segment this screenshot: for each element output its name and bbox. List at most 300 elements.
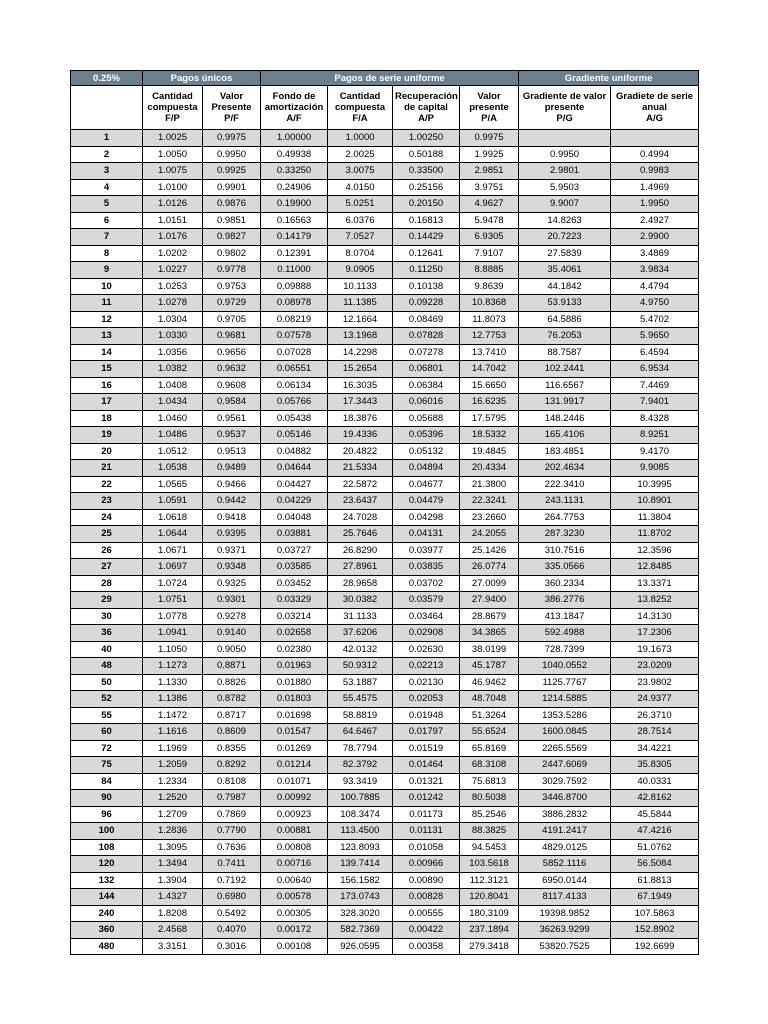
cell-af: 0.01071 bbox=[261, 773, 328, 790]
cell-fp: 1.0253 bbox=[143, 278, 203, 295]
cell-af: 0.03727 bbox=[261, 542, 328, 559]
cell-n: 132 bbox=[71, 872, 143, 889]
cell-af: 0.00578 bbox=[261, 889, 328, 906]
cell-pa: 65.8169 bbox=[460, 740, 519, 757]
cell-pf: 0.8782 bbox=[203, 691, 261, 708]
cell-pa: 20.4334 bbox=[460, 460, 519, 477]
cell-pa: 22.3241 bbox=[460, 493, 519, 510]
cell-fa: 82.3792 bbox=[328, 757, 393, 774]
cell-af: 0.01880 bbox=[261, 674, 328, 691]
cell-fp: 1.2334 bbox=[143, 773, 203, 790]
cell-pf: 0.9632 bbox=[203, 361, 261, 378]
cell-pg: 5852.1116 bbox=[519, 856, 611, 873]
cell-pf: 0.8108 bbox=[203, 773, 261, 790]
cell-pg: 3446.8700 bbox=[519, 790, 611, 807]
cell-pg: 287.3230 bbox=[519, 526, 611, 543]
cell-ap: 0.04479 bbox=[393, 493, 460, 510]
cell-fa: 17.3443 bbox=[328, 394, 393, 411]
table-row bbox=[71, 526, 699, 543]
table-row bbox=[71, 806, 699, 823]
cell-af: 0.04229 bbox=[261, 493, 328, 510]
column-header-pf bbox=[203, 86, 261, 130]
column-header-line: P/G bbox=[556, 113, 573, 124]
cell-ag: 47.4216 bbox=[611, 823, 699, 840]
cell-n: 17 bbox=[71, 394, 143, 411]
cell-af: 0.09888 bbox=[261, 278, 328, 295]
table-header bbox=[71, 71, 699, 130]
cell-pa: 23.2660 bbox=[460, 509, 519, 526]
cell-pa: 14.7042 bbox=[460, 361, 519, 378]
cell-fp: 1.0751 bbox=[143, 592, 203, 609]
cell-pa: 18.5332 bbox=[460, 427, 519, 444]
cell-ag: 56.5084 bbox=[611, 856, 699, 873]
table-row bbox=[71, 344, 699, 361]
cell-fa: 28.9658 bbox=[328, 575, 393, 592]
cell-fp: 1.2836 bbox=[143, 823, 203, 840]
table-row bbox=[71, 724, 699, 741]
cell-pg: 14.8263 bbox=[519, 212, 611, 229]
cell-ag: 7.4469 bbox=[611, 377, 699, 394]
cell-ap: 0.00422 bbox=[393, 922, 460, 939]
cell-pg: 202.4634 bbox=[519, 460, 611, 477]
cell-pf: 0.5492 bbox=[203, 905, 261, 922]
cell-pg: 413.1847 bbox=[519, 608, 611, 625]
cell-af: 0.02380 bbox=[261, 641, 328, 658]
cell-pg: 1040.0552 bbox=[519, 658, 611, 675]
column-header-pa bbox=[460, 86, 519, 130]
cell-n: 3 bbox=[71, 163, 143, 180]
cell-pa: 6.9305 bbox=[460, 229, 519, 246]
cell-pf: 0.9729 bbox=[203, 295, 261, 312]
cell-pg: 3029.7592 bbox=[519, 773, 611, 790]
interest-factor-table-page bbox=[70, 70, 698, 955]
cell-af: 0.00992 bbox=[261, 790, 328, 807]
cell-fp: 1.0100 bbox=[143, 179, 203, 196]
cell-fa: 55.4575 bbox=[328, 691, 393, 708]
cell-ag: 42.8162 bbox=[611, 790, 699, 807]
cell-ag: 19.1673 bbox=[611, 641, 699, 658]
cell-pa: 80.5038 bbox=[460, 790, 519, 807]
cell-fa: 31.1133 bbox=[328, 608, 393, 625]
cell-fa: 6.0376 bbox=[328, 212, 393, 229]
cell-pa: 27.9400 bbox=[460, 592, 519, 609]
cell-pf: 0.9537 bbox=[203, 427, 261, 444]
cell-fa: 123.8093 bbox=[328, 839, 393, 856]
cell-af: 0.05146 bbox=[261, 427, 328, 444]
cell-ag: 8.9251 bbox=[611, 427, 699, 444]
cell-pa: 180.3109 bbox=[460, 905, 519, 922]
cell-pf: 0.9513 bbox=[203, 443, 261, 460]
cell-ag: 0.9983 bbox=[611, 163, 699, 180]
cell-pg: 36263.9299 bbox=[519, 922, 611, 939]
table-row bbox=[71, 823, 699, 840]
cell-af: 0.12391 bbox=[261, 245, 328, 262]
cell-pa: 38.0199 bbox=[460, 641, 519, 658]
cell-pg: 53.9133 bbox=[519, 295, 611, 312]
cell-pf: 0.4070 bbox=[203, 922, 261, 939]
cell-n: 9 bbox=[71, 262, 143, 279]
cell-ap: 0.01321 bbox=[393, 773, 460, 790]
cell-ap: 0.06801 bbox=[393, 361, 460, 378]
cell-fp: 2.4568 bbox=[143, 922, 203, 939]
cell-pf: 0.9561 bbox=[203, 410, 261, 427]
table-row bbox=[71, 262, 699, 279]
cell-fp: 1.0778 bbox=[143, 608, 203, 625]
cell-fa: 173.0743 bbox=[328, 889, 393, 906]
cell-ag: 67.1949 bbox=[611, 889, 699, 906]
cell-fp: 1.0278 bbox=[143, 295, 203, 312]
cell-pf: 0.9442 bbox=[203, 493, 261, 510]
column-header-line: de capital bbox=[404, 102, 448, 113]
cell-ap: 0.03835 bbox=[393, 559, 460, 576]
cell-pf: 0.9301 bbox=[203, 592, 261, 609]
cell-fa: 26.8290 bbox=[328, 542, 393, 559]
cell-ag: 11.3804 bbox=[611, 509, 699, 526]
cell-ag: 0.4994 bbox=[611, 146, 699, 163]
table-row bbox=[71, 377, 699, 394]
cell-ag: 2.4927 bbox=[611, 212, 699, 229]
cell-pf: 0.9418 bbox=[203, 509, 261, 526]
column-header-line: A/P bbox=[418, 113, 434, 124]
cell-ag: 3.9834 bbox=[611, 262, 699, 279]
cell-ag: 26.3710 bbox=[611, 707, 699, 724]
cell-ap: 0.01242 bbox=[393, 790, 460, 807]
column-header-af bbox=[261, 86, 328, 130]
cell-ag: 107.5863 bbox=[611, 905, 699, 922]
cell-n: 240 bbox=[71, 905, 143, 922]
cell-af: 0.07578 bbox=[261, 328, 328, 345]
cell-pg: 243.1131 bbox=[519, 493, 611, 510]
cell-pf: 0.8717 bbox=[203, 707, 261, 724]
cell-pa: 8.8885 bbox=[460, 262, 519, 279]
cell-ap: 0.02908 bbox=[393, 625, 460, 642]
cell-pa: 112.3121 bbox=[460, 872, 519, 889]
cell-pf: 0.8292 bbox=[203, 757, 261, 774]
cell-n: 1 bbox=[71, 130, 143, 147]
table-row bbox=[71, 130, 699, 147]
cell-ap: 0.33500 bbox=[393, 163, 460, 180]
cell-fa: 100.7885 bbox=[328, 790, 393, 807]
cell-pg: 335.0566 bbox=[519, 559, 611, 576]
group-header-uniform: Pagos de serie uniforme bbox=[261, 71, 519, 86]
cell-af: 0.05438 bbox=[261, 410, 328, 427]
group-header-single: Pagos únicos bbox=[143, 71, 261, 86]
cell-n: 360 bbox=[71, 922, 143, 939]
column-header-line: P/A bbox=[481, 113, 497, 124]
cell-ag: 2.9900 bbox=[611, 229, 699, 246]
cell-fp: 1.2520 bbox=[143, 790, 203, 807]
cell-ag: 61.8813 bbox=[611, 872, 699, 889]
table-row bbox=[71, 476, 699, 493]
cell-pa: 28.8679 bbox=[460, 608, 519, 625]
cell-ap: 0.00890 bbox=[393, 872, 460, 889]
table-row bbox=[71, 691, 699, 708]
column-header-line: Cantidad bbox=[152, 91, 193, 102]
cell-pf: 0.9681 bbox=[203, 328, 261, 345]
cell-pa: 19.4845 bbox=[460, 443, 519, 460]
cell-pg: 1353.5286 bbox=[519, 707, 611, 724]
cell-n: 72 bbox=[71, 740, 143, 757]
table-row bbox=[71, 278, 699, 295]
cell-ag: 4.9750 bbox=[611, 295, 699, 312]
cell-ap: 0.05396 bbox=[393, 427, 460, 444]
cell-ap: 0.50188 bbox=[393, 146, 460, 163]
cell-pf: 0.9851 bbox=[203, 212, 261, 229]
table-row bbox=[71, 163, 699, 180]
cell-fp: 3.3151 bbox=[143, 938, 203, 955]
cell-n: 12 bbox=[71, 311, 143, 328]
cell-ag: 51.0762 bbox=[611, 839, 699, 856]
cell-fa: 42.0132 bbox=[328, 641, 393, 658]
cell-pa: 85.2546 bbox=[460, 806, 519, 823]
cell-pg: 9.9007 bbox=[519, 196, 611, 213]
cell-pf: 0.9278 bbox=[203, 608, 261, 625]
cell-fa: 30.0382 bbox=[328, 592, 393, 609]
table-row bbox=[71, 196, 699, 213]
cell-ap: 0.25156 bbox=[393, 179, 460, 196]
table-row bbox=[71, 575, 699, 592]
cell-pa: 17.5795 bbox=[460, 410, 519, 427]
cell-n: 26 bbox=[71, 542, 143, 559]
cell-af: 0.16563 bbox=[261, 212, 328, 229]
cell-ag: 9.4170 bbox=[611, 443, 699, 460]
cell-ag: 11.8702 bbox=[611, 526, 699, 543]
cell-ag: 152.8902 bbox=[611, 922, 699, 939]
cell-fp: 1.0330 bbox=[143, 328, 203, 345]
cell-af: 0.00923 bbox=[261, 806, 328, 823]
column-header-row bbox=[71, 86, 699, 130]
cell-fa: 12.1664 bbox=[328, 311, 393, 328]
table-row bbox=[71, 361, 699, 378]
column-header-ap bbox=[393, 86, 460, 130]
cell-pg: 1600.0845 bbox=[519, 724, 611, 741]
cell-fa: 8.0704 bbox=[328, 245, 393, 262]
cell-pf: 0.9901 bbox=[203, 179, 261, 196]
column-header-line: compuesta bbox=[147, 102, 198, 113]
cell-af: 0.33250 bbox=[261, 163, 328, 180]
cell-pf: 0.6980 bbox=[203, 889, 261, 906]
cell-ap: 0.12641 bbox=[393, 245, 460, 262]
cell-pg: 148.2446 bbox=[519, 410, 611, 427]
cell-af: 0.07028 bbox=[261, 344, 328, 361]
cell-pf: 0.9395 bbox=[203, 526, 261, 543]
cell-af: 0.11000 bbox=[261, 262, 328, 279]
table-row bbox=[71, 889, 699, 906]
cell-n: 120 bbox=[71, 856, 143, 873]
cell-fa: 7.0527 bbox=[328, 229, 393, 246]
cell-fp: 1.0151 bbox=[143, 212, 203, 229]
cell-fa: 10.1133 bbox=[328, 278, 393, 295]
column-header-line: Fondo de bbox=[272, 91, 316, 102]
cell-fp: 1.0486 bbox=[143, 427, 203, 444]
cell-pf: 0.3016 bbox=[203, 938, 261, 955]
cell-fp: 1.1330 bbox=[143, 674, 203, 691]
table-row bbox=[71, 608, 699, 625]
cell-ap: 0.02630 bbox=[393, 641, 460, 658]
cell-pf: 0.8871 bbox=[203, 658, 261, 675]
cell-n: 11 bbox=[71, 295, 143, 312]
cell-ap: 0.03977 bbox=[393, 542, 460, 559]
cell-pf: 0.8609 bbox=[203, 724, 261, 741]
cell-pf: 0.9489 bbox=[203, 460, 261, 477]
column-header-line: compuesta bbox=[334, 102, 386, 113]
cell-pa: 94.5453 bbox=[460, 839, 519, 856]
column-header-ag bbox=[611, 86, 699, 130]
cell-fp: 1.0697 bbox=[143, 559, 203, 576]
cell-af: 0.01698 bbox=[261, 707, 328, 724]
cell-pg: 4191.2417 bbox=[519, 823, 611, 840]
cell-af: 0.01269 bbox=[261, 740, 328, 757]
column-header-line: A/F bbox=[286, 113, 302, 124]
cell-n: 108 bbox=[71, 839, 143, 856]
cell-n: 21 bbox=[71, 460, 143, 477]
column-header-line: Valor bbox=[477, 91, 501, 102]
table-row bbox=[71, 394, 699, 411]
cell-ag: 6.4594 bbox=[611, 344, 699, 361]
table-body bbox=[71, 130, 699, 955]
table-row bbox=[71, 872, 699, 889]
cell-af: 0.14179 bbox=[261, 229, 328, 246]
cell-af: 0.01547 bbox=[261, 724, 328, 741]
cell-ag: 14.3130 bbox=[611, 608, 699, 625]
cell-n: 40 bbox=[71, 641, 143, 658]
cell-ag: 5.9650 bbox=[611, 328, 699, 345]
cell-pf: 0.9348 bbox=[203, 559, 261, 576]
cell-ap: 0.01131 bbox=[393, 823, 460, 840]
cell-ap: 0.04677 bbox=[393, 476, 460, 493]
cell-fp: 1.0408 bbox=[143, 377, 203, 394]
cell-pf: 0.7411 bbox=[203, 856, 261, 873]
cell-ag: 45.5844 bbox=[611, 806, 699, 823]
table-row bbox=[71, 790, 699, 807]
cell-ap: 0.20150 bbox=[393, 196, 460, 213]
cell-pa: 25.1426 bbox=[460, 542, 519, 559]
cell-ap: 0.01519 bbox=[393, 740, 460, 757]
cell-pf: 0.9656 bbox=[203, 344, 261, 361]
cell-ap: 0.00828 bbox=[393, 889, 460, 906]
cell-n: 18 bbox=[71, 410, 143, 427]
cell-pg: 592.4988 bbox=[519, 625, 611, 642]
cell-pa: 279.3418 bbox=[460, 938, 519, 955]
cell-ap: 0.07278 bbox=[393, 344, 460, 361]
cell-ap: 0.03579 bbox=[393, 592, 460, 609]
cell-ag: 40.0331 bbox=[611, 773, 699, 790]
cell-ag: 1.4969 bbox=[611, 179, 699, 196]
cell-ap: 1.00250 bbox=[393, 130, 460, 147]
table-row bbox=[71, 905, 699, 922]
cell-pg: 2.9801 bbox=[519, 163, 611, 180]
cell-pa: 75.6813 bbox=[460, 773, 519, 790]
table-row bbox=[71, 839, 699, 856]
cell-n: 4 bbox=[71, 179, 143, 196]
column-header-line: A/G bbox=[646, 113, 663, 124]
cell-fp: 1.3904 bbox=[143, 872, 203, 889]
cell-pa: 27.0099 bbox=[460, 575, 519, 592]
cell-af: 0.00108 bbox=[261, 938, 328, 955]
cell-n: 7 bbox=[71, 229, 143, 246]
cell-af: 0.08219 bbox=[261, 311, 328, 328]
cell-n: 75 bbox=[71, 757, 143, 774]
cell-ag: 13.3371 bbox=[611, 575, 699, 592]
cell-pg: 310.7516 bbox=[519, 542, 611, 559]
cell-fa: 2.0025 bbox=[328, 146, 393, 163]
cell-n: 27 bbox=[71, 559, 143, 576]
table-row bbox=[71, 443, 699, 460]
cell-n: 55 bbox=[71, 707, 143, 724]
cell-fp: 1.0126 bbox=[143, 196, 203, 213]
cell-ap: 0.01058 bbox=[393, 839, 460, 856]
cell-pg: 5.9503 bbox=[519, 179, 611, 196]
cell-n: 100 bbox=[71, 823, 143, 840]
cell-n: 20 bbox=[71, 443, 143, 460]
cell-pf: 0.9050 bbox=[203, 641, 261, 658]
cell-pa: 7.9107 bbox=[460, 245, 519, 262]
cell-fp: 1.0618 bbox=[143, 509, 203, 526]
cell-ap: 0.00358 bbox=[393, 938, 460, 955]
cell-ag: 23.9802 bbox=[611, 674, 699, 691]
cell-pf: 0.9325 bbox=[203, 575, 261, 592]
cell-af: 0.04048 bbox=[261, 509, 328, 526]
cell-fa: 23.6437 bbox=[328, 493, 393, 510]
cell-fp: 1.0202 bbox=[143, 245, 203, 262]
cell-fa: 78.7794 bbox=[328, 740, 393, 757]
column-header-line: Gradiente de valor bbox=[522, 91, 607, 102]
cell-pg: 2265.5569 bbox=[519, 740, 611, 757]
column-header-line: P/F bbox=[224, 113, 239, 124]
interest-factor-table bbox=[70, 70, 699, 955]
cell-af: 0.04427 bbox=[261, 476, 328, 493]
cell-fa: 13.1968 bbox=[328, 328, 393, 345]
cell-pa: 21.3800 bbox=[460, 476, 519, 493]
cell-fp: 1.0434 bbox=[143, 394, 203, 411]
cell-ap: 0.10138 bbox=[393, 278, 460, 295]
table-row bbox=[71, 460, 699, 477]
cell-ap: 0.05688 bbox=[393, 410, 460, 427]
column-header-line: Recuperación bbox=[395, 91, 458, 102]
column-header-pg bbox=[519, 86, 611, 130]
cell-pa: 45.1787 bbox=[460, 658, 519, 675]
cell-fa: 139.7414 bbox=[328, 856, 393, 873]
cell-af: 0.05766 bbox=[261, 394, 328, 411]
cell-fa: 53.1887 bbox=[328, 674, 393, 691]
cell-ag: 6.9534 bbox=[611, 361, 699, 378]
table-row bbox=[71, 542, 699, 559]
cell-fp: 1.4327 bbox=[143, 889, 203, 906]
table-row bbox=[71, 493, 699, 510]
cell-fp: 1.3494 bbox=[143, 856, 203, 873]
cell-fa: 37.6206 bbox=[328, 625, 393, 642]
cell-n: 28 bbox=[71, 575, 143, 592]
cell-af: 0.06134 bbox=[261, 377, 328, 394]
cell-pa: 103.5618 bbox=[460, 856, 519, 873]
cell-n: 96 bbox=[71, 806, 143, 823]
cell-n: 23 bbox=[71, 493, 143, 510]
table-row bbox=[71, 427, 699, 444]
cell-fp: 1.0591 bbox=[143, 493, 203, 510]
cell-n: 6 bbox=[71, 212, 143, 229]
column-header-fp bbox=[143, 86, 203, 130]
cell-fa: 4.0150 bbox=[328, 179, 393, 196]
cell-af: 0.03585 bbox=[261, 559, 328, 576]
group-header-gradient: Gradiente uniforme bbox=[519, 71, 699, 86]
table-row bbox=[71, 229, 699, 246]
cell-pg: 53820.7525 bbox=[519, 938, 611, 955]
table-row bbox=[71, 212, 699, 229]
cell-pa: 24.2055 bbox=[460, 526, 519, 543]
cell-pa: 1.9925 bbox=[460, 146, 519, 163]
cell-pg: 44.1842 bbox=[519, 278, 611, 295]
cell-ag: 23.0209 bbox=[611, 658, 699, 675]
